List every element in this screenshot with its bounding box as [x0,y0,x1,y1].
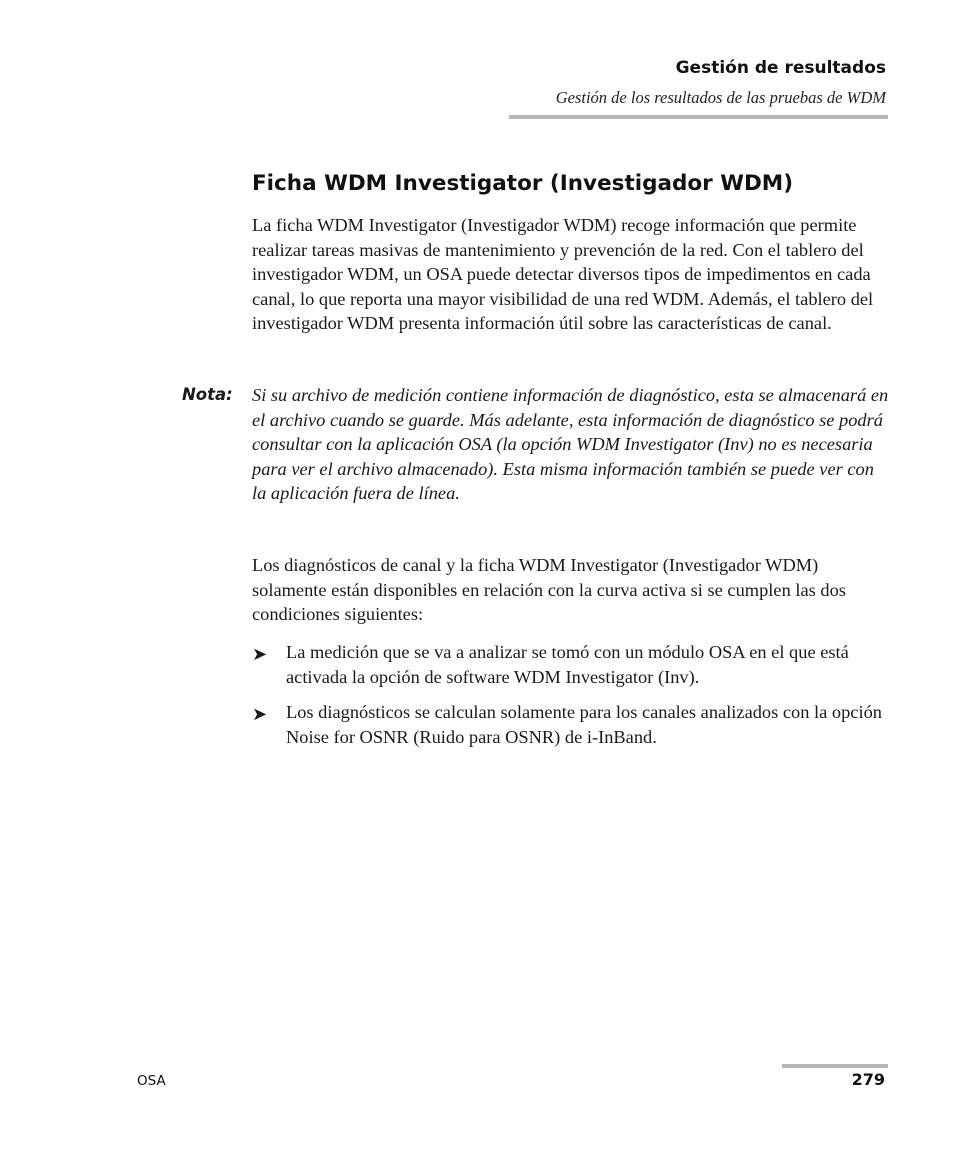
note-text: Si su archivo de medición contiene información de diagnóstico, esta se almacenará en el archivo cuando se guarde. Más adelante, esta información de diagnóstico se podrá consultar con la aplicación OSA (la opción WDM Investigator (Inv) no es necesaria para ver el archivo almacenado). Esta misma información también se puede ver con la aplicación fuera de línea. [252,385,889,504]
header-divider [509,115,888,119]
intro-paragraph: La ficha WDM Investigator (Investigador WDM) recoge información que permite realizar tareas masivas de mantenimiento y prevención de la red. Con el tablero del investigador WDM, un OSA puede detectar diversos tipos de impedimentos en cada canal, lo que reporta una mayor visibilidad de una red WDM. Además, el tablero del investigador WDM presenta información útil sobre las características de canal. [252,215,874,334]
arrowhead-bullet-icon: ➤ [252,644,268,665]
section-heading: Ficha WDM Investigator (Investigador WDM) [252,171,794,196]
list-item-text: Los diagnósticos se calculan solamente para los canales analizados con la opción Noise for OSNR (Ruido para OSNR) de i-InBand. [286,702,882,747]
running-header-subtitle: Gestión de los resultados de las pruebas de WDM [555,88,886,107]
footer-divider [782,1064,888,1068]
arrowhead-bullet-icon: ➤ [252,704,268,725]
list-item-text: La medición que se va a analizar se tomó con un módulo OSA en el que está activada la opción de software WDM Investigator (Inv). [286,642,849,687]
footer-product-name: OSA [137,1073,166,1089]
conditions-paragraph: Los diagnósticos de canal y la ficha WDM Investigator (Investigador WDM) solamente están disponibles en relación con la curva activa si se cumplen las dos condiciones siguientes: [252,555,846,625]
page-number: 279 [851,1070,885,1089]
running-header-title: Gestión de resultados [675,58,886,78]
note-label: Nota: [182,385,233,404]
